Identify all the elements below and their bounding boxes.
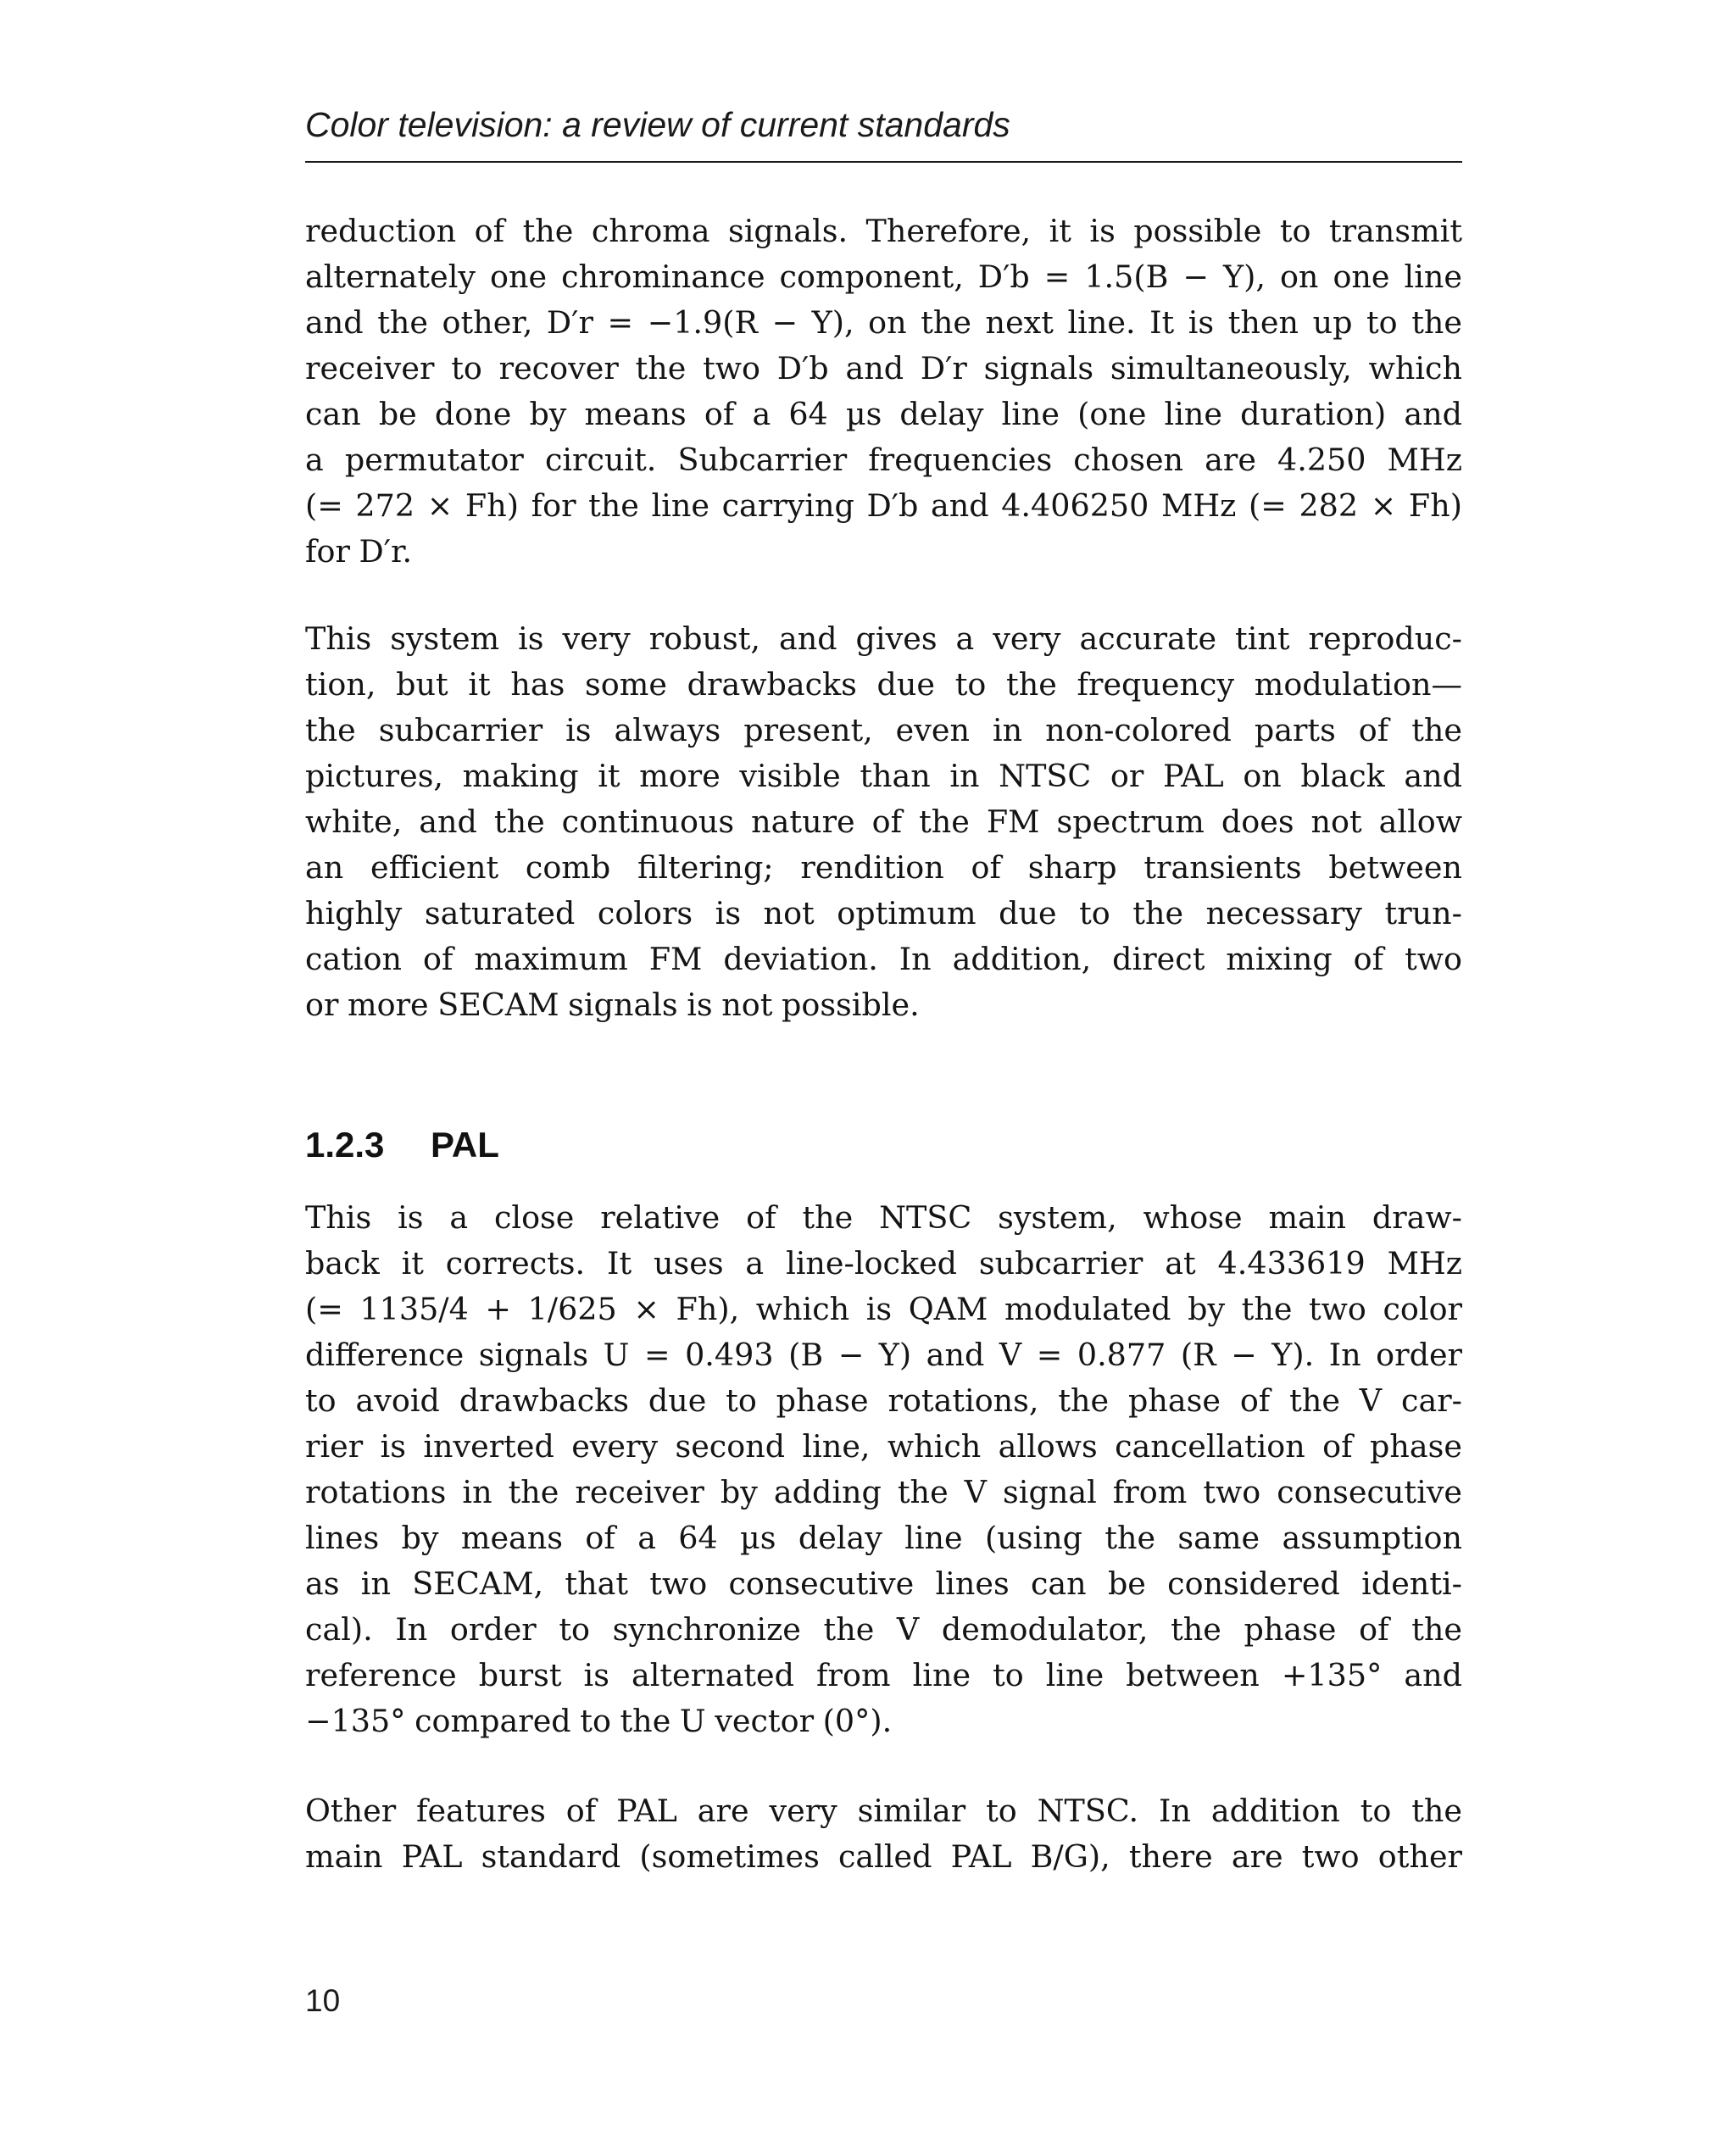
text-line: to avoid drawbacks due to phase rotations, the phase of the V car- — [305, 1382, 1462, 1419]
section-title: PAL — [431, 1125, 499, 1165]
text-line: alternately one chrominance component, D′b = 1.5(B − Y), on one line — [305, 259, 1462, 295]
text-line: rotations in the receiver by adding the V signal from two consecutive — [305, 1474, 1462, 1510]
text-line: as in SECAM, that two consecutive lines can be considered identi- — [305, 1565, 1462, 1602]
text-line: receiver to recover the two D′b and D′r signals simultaneously, which — [305, 350, 1462, 386]
paragraph-pal-features — [305, 1788, 1462, 1880]
text-line: main PAL standard (sometimes called PAL B/G), there are two other — [305, 1838, 1462, 1875]
text-line: can be done by means of a 64 µs delay line (one line duration) and — [305, 396, 1462, 432]
text-line: for D′r. — [305, 533, 413, 570]
text-line: rier is inverted every second line, which allows cancellation of phase — [305, 1428, 1462, 1465]
text-line: and the other, D′r = −1.9(R − Y), on the next line. It is then up to the — [305, 304, 1462, 341]
page-number: 10 — [305, 1983, 341, 2018]
text-line: an efficient comb filtering; rendition of sharp transients between — [305, 849, 1462, 886]
section-heading — [305, 1125, 499, 1165]
text-line: cation of maximum FM deviation. In addition, direct mixing of two — [305, 941, 1462, 977]
text-line: difference signals U = 0.493 (B − Y) and V = 0.877 (R − Y). In order — [305, 1337, 1462, 1373]
section-number: 1.2.3 — [305, 1125, 385, 1165]
text-line: −135° compared to the U vector (0°). — [305, 1703, 893, 1739]
text-line: pictures, making it more visible than in NTSC or PAL on black and — [305, 758, 1462, 794]
text-line: lines by means of a 64 µs delay line (using the same assumption — [305, 1520, 1462, 1556]
paragraph-secam-signals — [305, 208, 1462, 575]
text-line: (= 272 × Fh) for the line carrying D′b and 4.406250 MHz (= 282 × Fh) — [305, 487, 1462, 524]
text-line: tion, but it has some drawbacks due to the frequency modulation— — [305, 666, 1462, 703]
text-line: cal). In order to synchronize the V demodulator, the phase of the — [305, 1611, 1462, 1648]
text-line: highly saturated colors is not optimum due to the necessary trun- — [305, 895, 1462, 931]
paragraph-secam-drawbacks — [305, 616, 1462, 1028]
text-line: a permutator circuit. Subcarrier frequencies chosen are 4.250 MHz — [305, 442, 1462, 478]
text-line: back it corrects. It uses a line-locked subcarrier at 4.433619 MHz — [305, 1245, 1462, 1281]
text-line: or more SECAM signals is not possible. — [305, 987, 920, 1023]
text-line: (= 1135/4 + 1/625 × Fh), which is QAM modulated by the two color — [305, 1291, 1462, 1327]
book-page — [305, 0, 1462, 2146]
text-line: Other features of PAL are very similar to NTSC. In addition to the — [305, 1793, 1462, 1829]
paragraph-pal-description — [305, 1195, 1462, 1744]
text-line: white, and the continuous nature of the FM spectrum does not allow — [305, 803, 1462, 840]
text-line: the subcarrier is always present, even in non-colored parts of the — [305, 712, 1462, 748]
text-line: This is a close relative of the NTSC system, whose main draw- — [305, 1199, 1462, 1236]
text-line: This system is very robust, and gives a very accurate tint reproduc- — [305, 620, 1462, 657]
header-rule — [305, 161, 1462, 163]
running-head: Color television: a review of current standards — [305, 105, 1010, 144]
text-line: reference burst is alternated from line to line between +135° and — [305, 1657, 1462, 1693]
text-line: reduction of the chroma signals. Therefore, it is possible to transmit — [305, 213, 1462, 249]
